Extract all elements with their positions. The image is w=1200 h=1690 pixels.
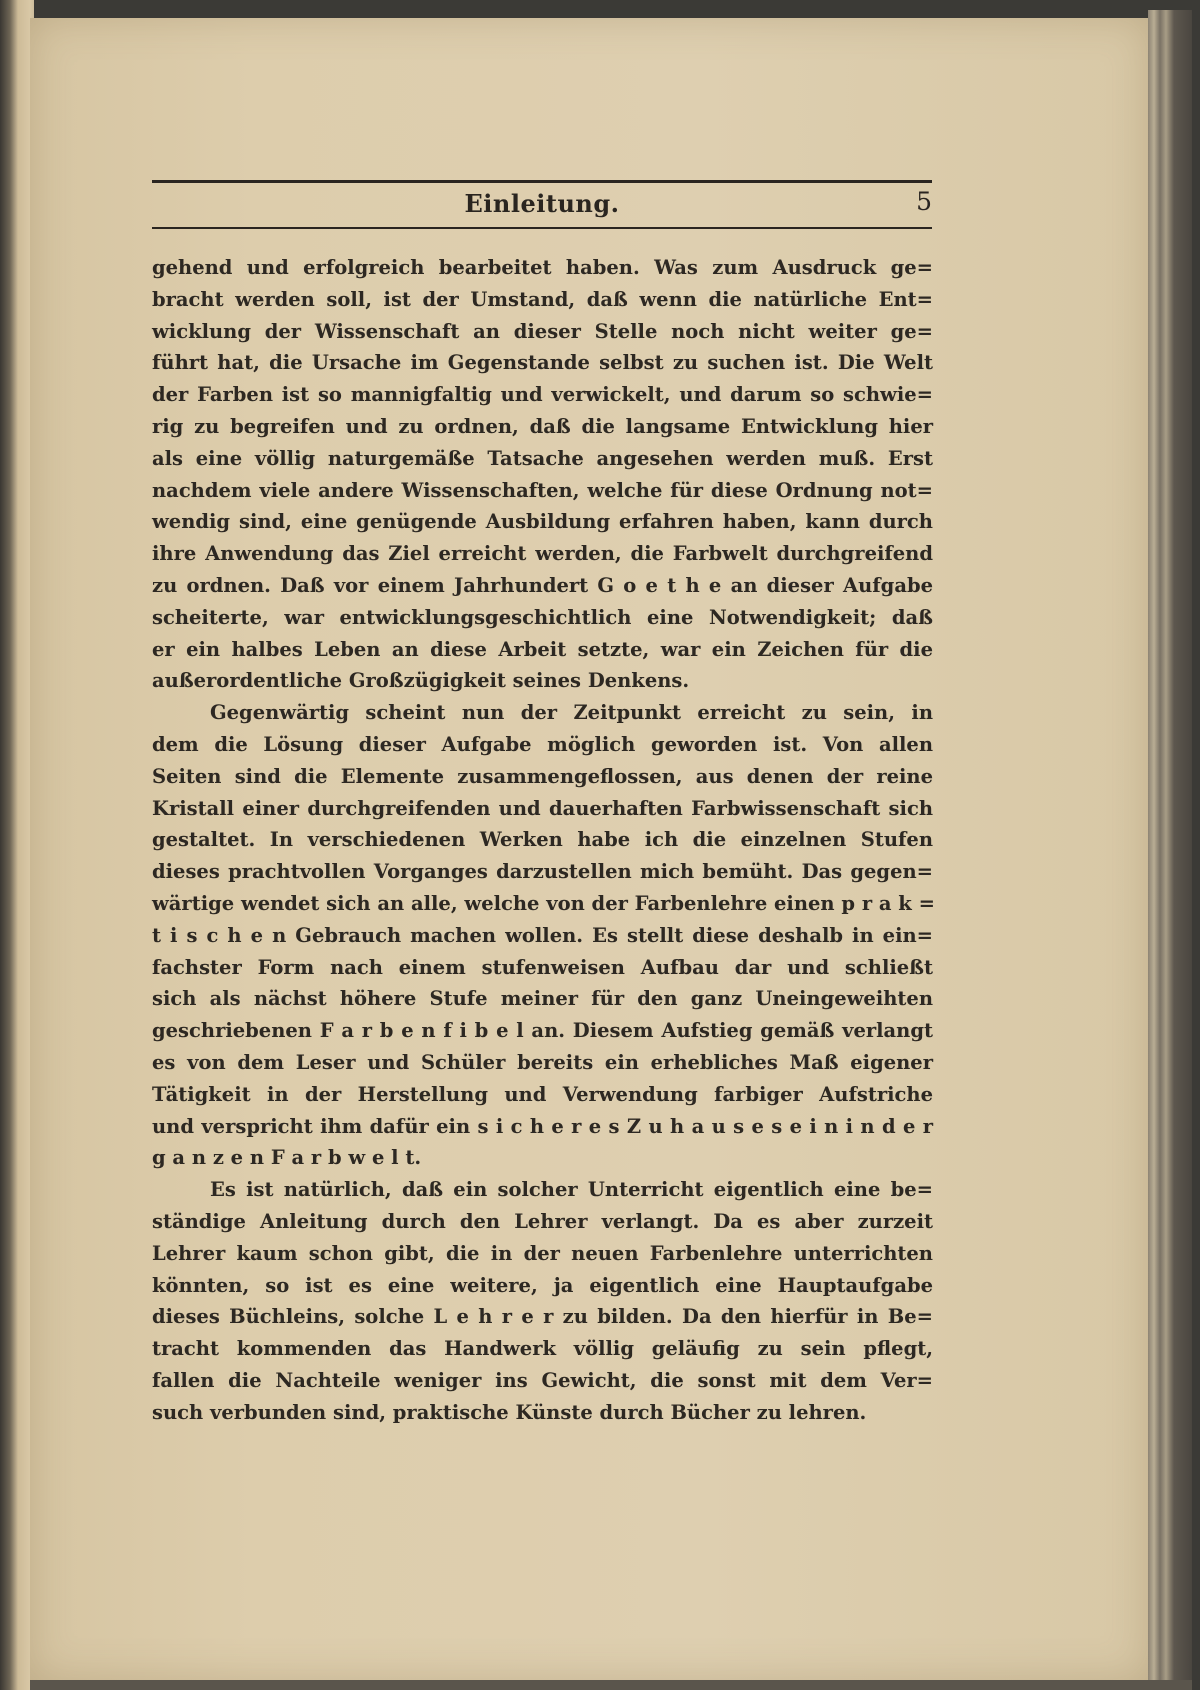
paragraph-2-line: es von dem Leser und Schüler bereits ein erhebliches Maß eigener xyxy=(152,1050,933,1074)
paragraph-2-line: Kristall einer durchgreifenden und dauerhaften Farbwissenschaft sich xyxy=(152,796,933,820)
paragraph-1-line: wendig sind, eine genügende Ausbildung erfahren haben, kann durch xyxy=(152,510,933,534)
paragraph-3-line: tracht kommenden das Handwerk völlig geläufig zu sein pflegt, xyxy=(152,1337,933,1361)
paragraph-2-line: fachster Form nach einem stufenweisen Aufbau dar und schließt xyxy=(152,955,933,979)
body-text xyxy=(152,252,933,1428)
paragraph-2-line: sich als nächst höhere Stufe meiner für den ganz Uneingeweihten xyxy=(152,987,933,1011)
paragraph-3-line: fallen die Nachteile weniger ins Gewicht, die sonst mit dem Ver= xyxy=(152,1368,933,1392)
book-edge-right xyxy=(1148,10,1192,1685)
paragraph-1-line: führt hat, die Ursache im Gegenstande selbst zu suchen ist. Die Welt xyxy=(152,351,933,375)
paragraph-1-line: bracht werden soll, ist der Umstand, daß wenn die natürliche Ent= xyxy=(152,287,933,311)
running-header xyxy=(152,180,932,229)
paragraph-2-line: g a n z e n F a r b w e l t. xyxy=(152,1146,422,1170)
paragraph-2-line: dem die Lösung dieser Aufgabe möglich geworden ist. Von allen xyxy=(152,732,933,756)
paragraph-2-line: gestaltet. In verschiedenen Werken habe ich die einzelnen Stufen xyxy=(152,828,933,852)
paragraph-1-line: ihre Anwendung das Ziel erreicht werden, die Farbwelt durchgreifend xyxy=(152,542,933,566)
paragraph-2-line: wärtige wendet sich an alle, welche von der Farbenlehre einen p r a k = xyxy=(152,891,935,915)
paragraph-2-line: geschriebenen F a r b e n f i b e l an. Diesem Aufstieg gemäß verlangt xyxy=(152,1019,933,1043)
paragraph-1-line: gehend und erfolgreich bearbeitet haben. Was zum Ausdruck ge= xyxy=(152,256,933,279)
paragraph-1-line: nachdem viele andere Wissenschaften, welche für diese Ordnung not= xyxy=(152,478,933,502)
chapter-title: Einleitung. xyxy=(464,189,620,218)
paragraph-1-line: er ein halbes Leben an diese Arbeit setzte, war ein Zeichen für die xyxy=(152,637,933,661)
paragraph-1-line: rig zu begreifen und zu ordnen, daß die langsame Entwicklung hier xyxy=(152,414,933,438)
paragraph-1-line: außerordentliche Großzügigkeit seines Denkens. xyxy=(152,669,690,693)
paragraph-1-line: wicklung der Wissenschaft an dieser Stelle noch nicht weiter ge= xyxy=(152,319,933,343)
paragraph-1-line: als eine völlig naturgemäße Tatsache angesehen werden muß. Erst xyxy=(152,446,933,470)
paragraph-2-line: t i s c h e n Gebrauch machen wollen. Es stellt diese deshalb in ein= xyxy=(152,923,933,947)
page-number: 5 xyxy=(916,187,932,216)
paragraph-3-line: such verbunden sind, praktische Künste durch Bücher zu lehren. xyxy=(152,1400,867,1424)
paragraph-3-line: dieses Büchleins, solche L e h r e r zu bilden. Da den hierfür in Be= xyxy=(152,1305,933,1329)
paragraph-3-line: Lehrer kaum schon gibt, die in der neuen Farbenlehre unterrichten xyxy=(152,1241,933,1265)
paragraph-3-line: Es ist natürlich, daß ein solcher Unterricht eigentlich eine be= xyxy=(210,1178,933,1202)
book-spine-left xyxy=(0,0,34,1690)
paragraph-3-line: ständige Anleitung durch den Lehrer verlangt. Da es aber zurzeit xyxy=(152,1209,933,1233)
paragraph-1-line: scheiterte, war entwicklungsgeschichtlich eine Notwendigkeit; daß xyxy=(152,605,933,629)
paragraph-3-line: könnten, so ist es eine weitere, ja eigentlich eine Hauptaufgabe xyxy=(152,1273,933,1297)
paragraph-2-line: dieses prachtvollen Vorganges darzustellen mich bemüht. Das gegen= xyxy=(152,860,933,884)
paragraph-2-line: und verspricht ihm dafür ein s i c h e r e s Z u h a u s e s e i n i n d e r xyxy=(152,1114,933,1138)
book-edge-bottom xyxy=(30,1680,1192,1690)
paragraph-1-line: zu ordnen. Daß vor einem Jahrhundert G o e t h e an dieser Aufgabe xyxy=(152,573,933,597)
paragraph-2-line: Tätigkeit in der Herstellung und Verwendung farbiger Aufstriche xyxy=(152,1082,933,1106)
paragraph-2-line: Seiten sind die Elemente zusammengeflossen, aus denen der reine xyxy=(152,764,933,788)
paragraph-2-line: Gegenwärtig scheint nun der Zeitpunkt erreicht zu sein, in xyxy=(210,701,933,725)
paragraph-1-line: der Farben ist so mannigfaltig und verwickelt, und darum so schwie= xyxy=(152,383,933,407)
